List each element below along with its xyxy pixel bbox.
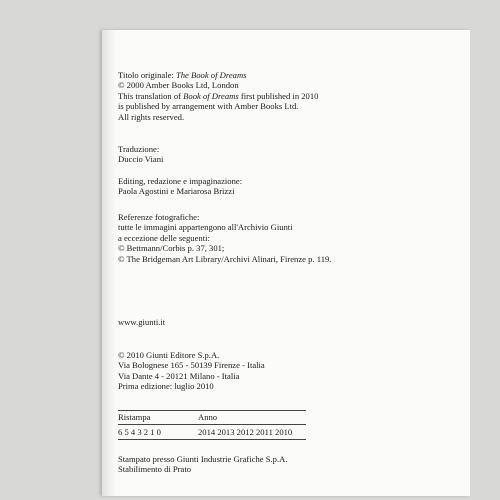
website-block: [118, 317, 165, 327]
anno-header: Anno: [198, 412, 218, 422]
book-page: [102, 30, 470, 496]
publisher-copyright: © 2010 Giunti Editore S.p.A.: [118, 350, 220, 360]
arrangement-line: is published by arrangement with Amber Books Ltd.: [118, 101, 299, 112]
translation-line: [118, 91, 318, 101]
photo-credits-line: a eccezione delle seguenti:: [118, 232, 210, 243]
publisher-address-milan: Via Dante 4 - 20121 Milano - Italia: [118, 370, 240, 381]
photo-credits: [118, 212, 331, 264]
reprint-table-top-rule: [118, 410, 306, 411]
editor-names: Paola Agostini e Mariarosa Brizzi: [118, 186, 235, 197]
reprint-table-mid-rule: [118, 424, 306, 425]
printer-name: Stampato presso Giunti Industrie Grafiche S.p.A.: [118, 454, 288, 464]
photo-credits-label: Referenze fotografiche:: [118, 212, 200, 222]
reprint-header-row: [118, 412, 306, 422]
copyright-line: © 2000 Amber Books Ltd, London: [118, 80, 239, 91]
original-title: The Book of Dreams: [175, 70, 247, 80]
editing-credit: [118, 176, 242, 197]
reprint-table-bottom-rule: [118, 439, 306, 440]
publisher-block: [118, 350, 265, 392]
printing-block: [118, 454, 287, 475]
translator-name: Duccio Viani: [118, 154, 164, 165]
website-url: www.giunti.it: [118, 317, 166, 327]
page-gutter-shadow: [102, 30, 116, 496]
first-edition: Prima edizione: luglio 2010: [118, 381, 214, 392]
translation-title: Book of Dreams: [183, 90, 239, 101]
copyright-block: [118, 70, 318, 122]
ristampa-values: 6 5 4 3 2 1 0: [118, 427, 161, 438]
anno-values: 2014 2013 2012 2011 2010: [198, 427, 293, 438]
reprint-values-row: [118, 427, 306, 437]
translation-label: Traduzione:: [118, 144, 160, 154]
original-title-prefix: Titolo originale:: [118, 70, 176, 80]
rights-line: All rights reserved.: [118, 111, 185, 122]
ristampa-header: Ristampa: [118, 412, 151, 422]
photo-credits-line: © Bettmann/Corbis p. 37, 301;: [118, 243, 225, 254]
publisher-address-florence: Via Bolognese 165 - 50139 Firenze - Italia: [118, 360, 265, 371]
reprint-table: [118, 410, 306, 440]
translation-suffix: first published in 2010: [238, 90, 319, 101]
photo-credits-line: © The Bridgeman Art Library/Archivi Alinari, Firenze p. 119.: [118, 253, 332, 264]
printing-plant: Stabilimento di Prato: [118, 464, 192, 475]
photo-credits-line: tutte le immagini appartengono all'Archivio Giunti: [118, 222, 293, 233]
original-title-line: [118, 70, 318, 80]
editing-label: Editing, redazione e impaginazione:: [118, 176, 243, 186]
translation-credit: [118, 144, 163, 165]
translation-prefix: This translation of: [118, 90, 184, 101]
